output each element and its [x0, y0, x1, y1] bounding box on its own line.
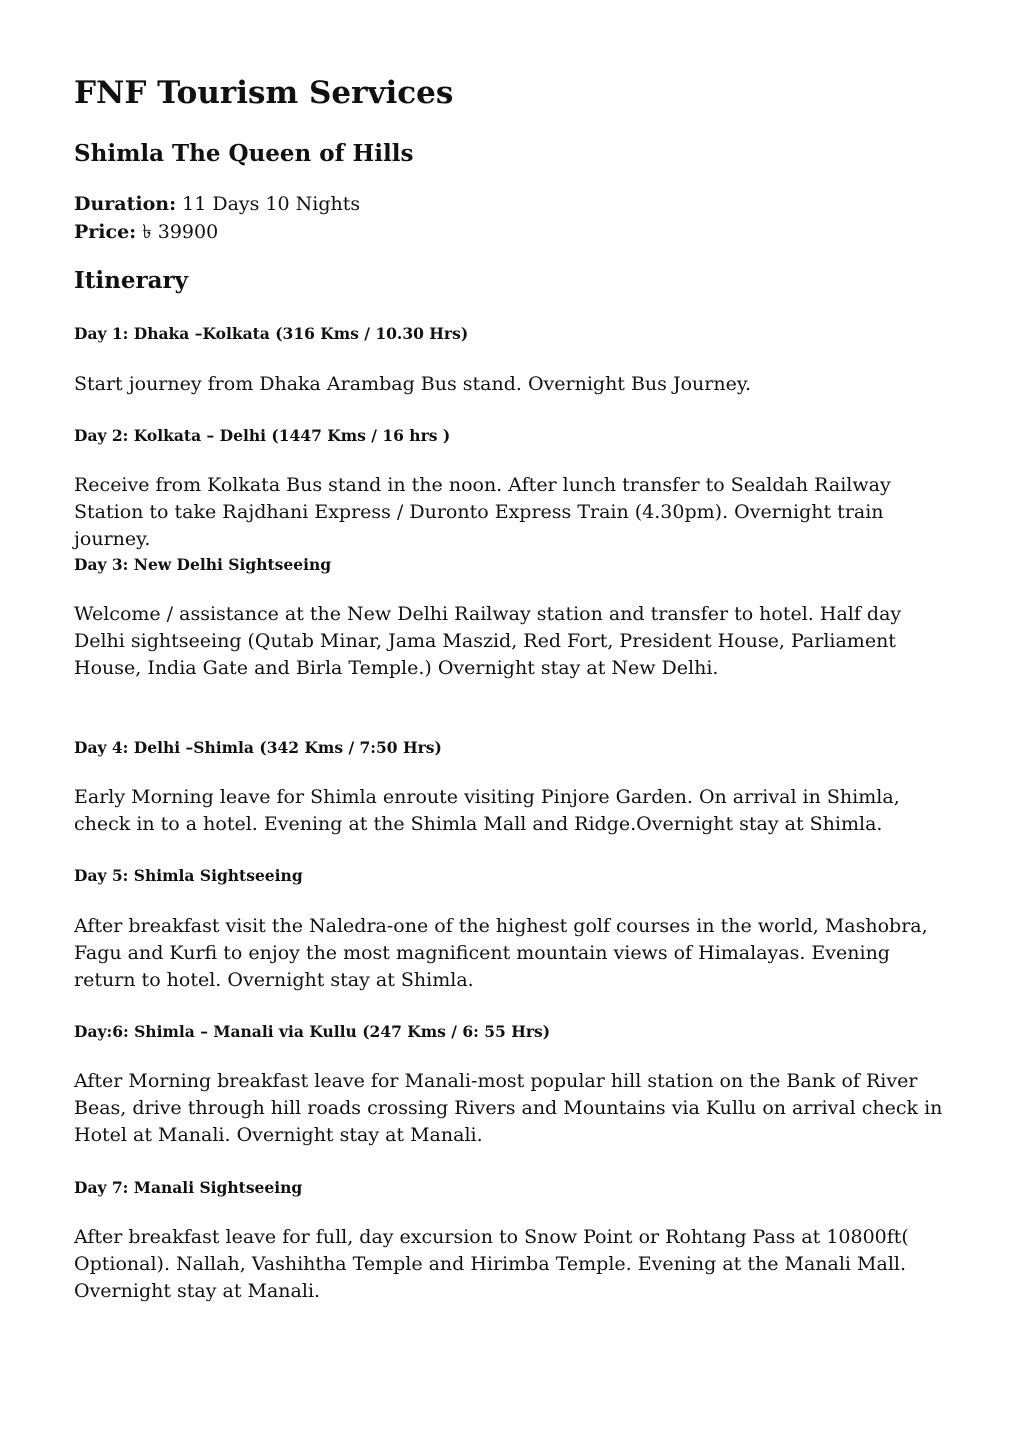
- day-heading: Day 4: Delhi –Shimla (342 Kms / 7:50 Hrs): [74, 738, 442, 757]
- day-description: After breakfast visit the Naledra-one of the highest golf courses in the world, Mashobra, Fagu and Kurfi to enjoy the most magnificent mountain views of Himalayas. Evening return to hotel. Overnight stay at Shimla.: [74, 915, 928, 991]
- itinerary-title: Itinerary: [74, 267, 188, 294]
- day-description: Receive from Kolkata Bus stand in the noon. After lunch transfer to Sealdah Railway Station to take Rajdhani Express / Duronto Express Train (4.30pm). Overnight train journey.: [74, 474, 891, 550]
- duration-value: 11 Days 10 Nights: [182, 193, 361, 215]
- day-description: Welcome / assistance at the New Delhi Railway station and transfer to hotel. Half day Delhi sightseeing (Qutab Minar, Jama Maszid, Red Fort, President House, Parliament House, India Gate and Birla Temple.) Overnight stay at New Delhi.: [74, 603, 902, 679]
- duration-label: Duration:: [74, 193, 177, 215]
- price-label: Price:: [74, 221, 137, 243]
- currency-symbol: ৳: [142, 221, 152, 243]
- tour-title: Shimla The Queen of Hills: [74, 140, 414, 167]
- day-heading: Day 7: Manali Sightseeing: [74, 1178, 303, 1197]
- day-heading: Day 2: Kolkata – Delhi (1447 Kms / 16 hrs ): [74, 426, 451, 445]
- day-description: After Morning breakfast leave for Manali-most popular hill station on the Bank of River Beas, drive through hill roads crossing Rivers and Mountains via Kullu on arrival check in Hotel at Manali. Overnight stay at Manali.: [74, 1070, 943, 1146]
- day-heading: Day 3: New Delhi Sightseeing: [74, 555, 332, 574]
- day-heading: Day:6: Shimla – Manali via Kullu (247 Kms / 6: 55 Hrs): [74, 1022, 551, 1041]
- day-description: Early Morning leave for Shimla enroute visiting Pinjore Garden. On arrival in Shimla, check in to a hotel. Evening at the Shimla Mall and Ridge.Overnight stay at Shimla.: [74, 786, 900, 835]
- brand-title: FNF Tourism Services: [74, 75, 454, 111]
- price-value: 39900: [157, 221, 219, 243]
- day-description: Start journey from Dhaka Arambag Bus stand. Overnight Bus Journey.: [74, 373, 752, 395]
- day-description: After breakfast leave for full, day excursion to Snow Point or Rohtang Pass at 10800ft( Optional). Nallah, Vashihtha Temple and Hirimba Temple. Evening at the Manali Mall. Overnight stay at Manali.: [74, 1226, 909, 1302]
- day-heading: Day 5: Shimla Sightseeing: [74, 866, 303, 885]
- day-heading: Day 1: Dhaka –Kolkata (316 Kms / 10.30 Hrs): [74, 324, 469, 343]
- tour-meta: [74, 190, 360, 246]
